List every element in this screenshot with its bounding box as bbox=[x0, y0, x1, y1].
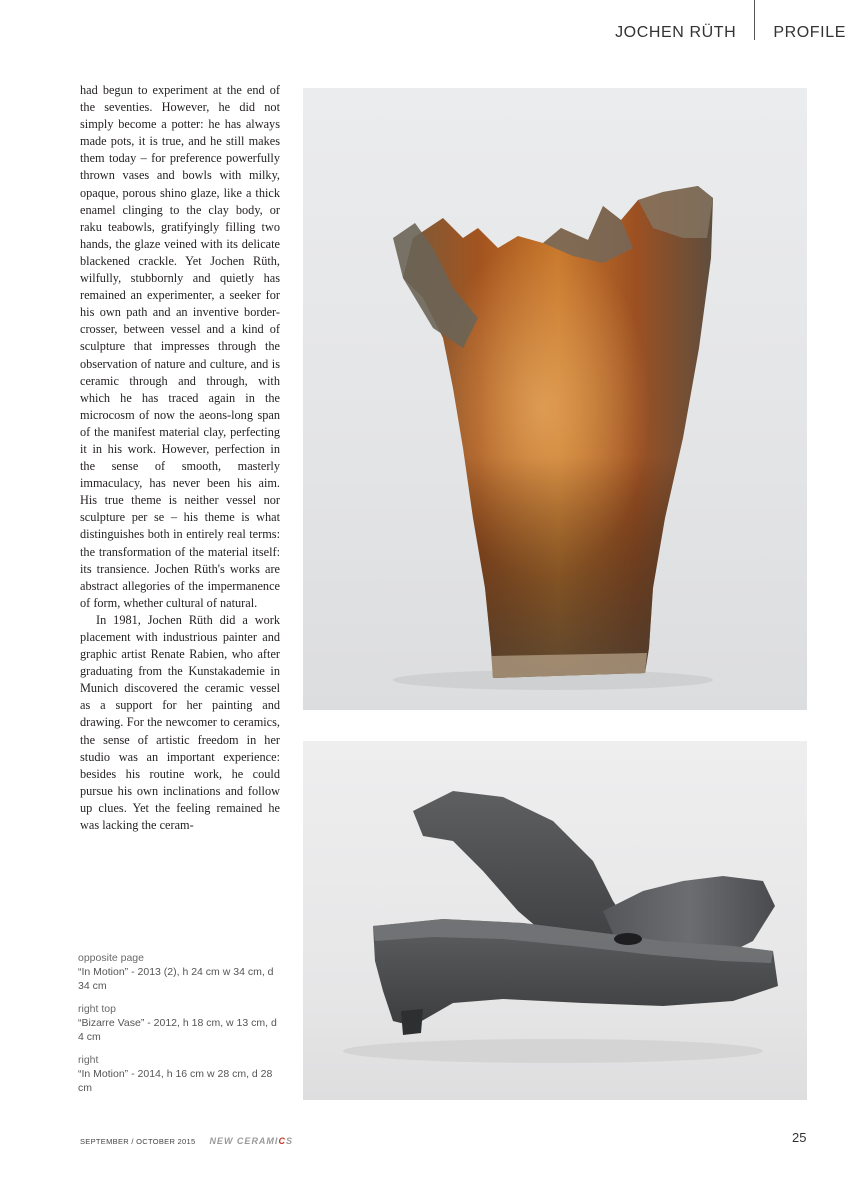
article-paragraph: had begun to experiment at the end of the seventies. However, he did not simply become a potter: he has always made pots, it is true, and he still makes them today – for preference powerfully thrown vases and bowls with milky, opaque, porous shino glaze, like a thick enamel clinging to the clay body, or raku teabowls, gratifyingly filling two hands, the glaze veined with its delicate blackened crackle. Yet Jochen Rüth, wilfully, stubbornly and quietly has remained an experimenter, a seeker for his own path and an inventive border-crosser, between vessel and a kind of sculpture that impresses through the observation of nature and culture, and is ceramic through and through, with which he has traced again in the microcosm of now the aeons-long span of the manifest material clay, perfecting it in his work. However, perfection in the sense of smooth, masterly immaculacy, has never been his aim. His true theme is neither vessel nor sculpture per se – his theme is what distinguishes both in entirely real terms: the transformation of the material itself: its transience. Jochen Rüth's works are abstract allegories of the impermanence of form, whether cultural of natural. bbox=[80, 83, 280, 610]
caption-description: “In Motion” - 2013 (2), h 24 cm w 34 cm, d 34 cm bbox=[78, 966, 274, 992]
magazine-logo bbox=[209, 1136, 293, 1146]
sculpture-opening bbox=[614, 933, 642, 945]
article-paragraph: In 1981, Jochen Rüth did a work placement with industrious painter and graphic artist Renate Rabien, who after graduating from the Kunstakademie in Munich discovered the ceramic vessel as a support for her painting and drawing. For the newcomer to ceramics, the sense of artistic freedom in her studio was an important experience: besides his routine work, he could pursue his own inclinations and follow up clues. Yet the feeling remained he was lacking the ceram- bbox=[80, 612, 280, 833]
bizarre-vase-photo bbox=[303, 88, 807, 710]
article-body bbox=[80, 82, 280, 834]
caption-position: right bbox=[78, 1054, 99, 1066]
in-motion-sculpture-photo bbox=[303, 741, 807, 1100]
caption-right-top bbox=[78, 1002, 278, 1044]
magazine-logo-accent: C bbox=[278, 1136, 286, 1146]
caption-position: right top bbox=[78, 1003, 116, 1015]
section-label: PROFILE bbox=[773, 24, 846, 41]
artist-name: JOCHEN RÜTH bbox=[615, 24, 737, 41]
sculpture-foot bbox=[401, 1009, 423, 1035]
caption-position: opposite page bbox=[78, 952, 144, 964]
running-header bbox=[615, 24, 846, 42]
sculpture-shadow bbox=[343, 1039, 763, 1063]
sculpture-illustration bbox=[303, 741, 807, 1100]
page-number: 25 bbox=[792, 1130, 807, 1145]
caption-description: “In Motion” - 2014, h 16 cm w 28 cm, d 28 cm bbox=[78, 1068, 273, 1094]
magazine-logo-suffix: S bbox=[285, 1136, 293, 1146]
vase-illustration bbox=[303, 88, 807, 710]
caption-right bbox=[78, 1053, 278, 1095]
issue-date: SEPTEMBER / OCTOBER 2015 bbox=[80, 1137, 196, 1146]
photo-captions bbox=[78, 951, 278, 1104]
caption-description: “Bizarre Vase” - 2012, h 18 cm, w 13 cm, d 4 cm bbox=[78, 1017, 277, 1043]
vase-lower-shading bbox=[403, 186, 713, 678]
magazine-logo-text: NEW CERAMI bbox=[209, 1136, 279, 1146]
page-footer bbox=[80, 1136, 293, 1146]
caption-opposite-page bbox=[78, 951, 278, 993]
